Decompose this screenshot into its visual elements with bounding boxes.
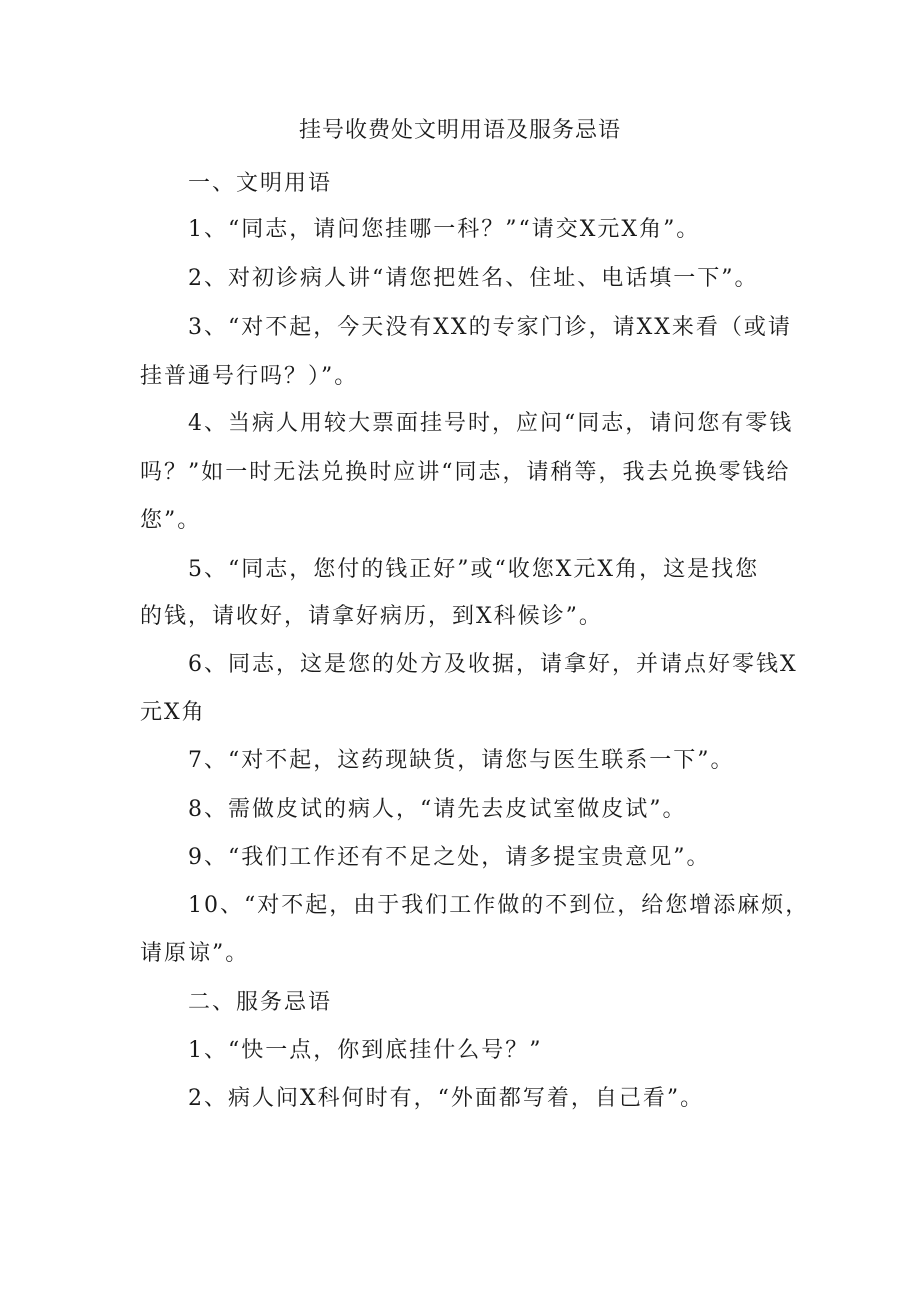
paragraph-line: 2、病人问X科何时有，“外面都写着，自己看”。 [188,1086,705,1111]
paragraph-line: 1、“快一点，你到底挂什么号？” [188,1038,543,1063]
paragraph-line: 2、对初诊病人讲“请您把姓名、住址、电话填一下”。 [188,266,759,291]
paragraph-line: 10、“对不起，由于我们工作做的不到位，给您增添麻烦， [188,893,810,918]
paragraph-line: 5、“同志，您付的钱正好”或“收您X元X角，这是找您 [188,557,760,582]
paragraph-line: 8、需做皮试的病人，“请先去皮试室做皮试”。 [188,797,687,822]
paragraph-line: 吗？”如一时无法兑换时应讲“同志，请稍等，我去兑换零钱给 [140,460,791,485]
paragraph-line: 4、当病人用较大票面挂号时，应问“同志，请问您有零钱 [188,411,794,436]
paragraph-line: 1、“同志，请问您挂哪一科？”“请交X元X角”。 [188,217,701,242]
page-title: 挂号收费处文明用语及服务忌语 [298,118,621,143]
paragraph-line: 7、“对不起，这药现缺货，请您与医生联系一下”。 [188,748,735,773]
paragraph-line: 您”。 [140,508,202,533]
paragraph-line: 请原谅”。 [140,941,250,966]
paragraph-line: 挂普通号行吗？）”。 [140,364,359,389]
section-heading-civil-language: 一、文明用语 [188,171,333,196]
paragraph-line: 元X角 [140,700,206,725]
section-heading-taboo-language: 二、服务忌语 [188,990,333,1015]
paragraph-line: 6、同志，这是您的处方及收据，请拿好，并请点好零钱X [188,652,798,677]
paragraph-line: 9、“我们工作还有不足之处，请多提宝贵意见”。 [188,845,711,870]
paragraph-line: 3、“对不起，今天没有XX的专家门诊，请XX来看（或请 [188,315,792,340]
paragraph-line: 的钱，请收好，请拿好病历，到X科候诊”。 [140,604,603,629]
